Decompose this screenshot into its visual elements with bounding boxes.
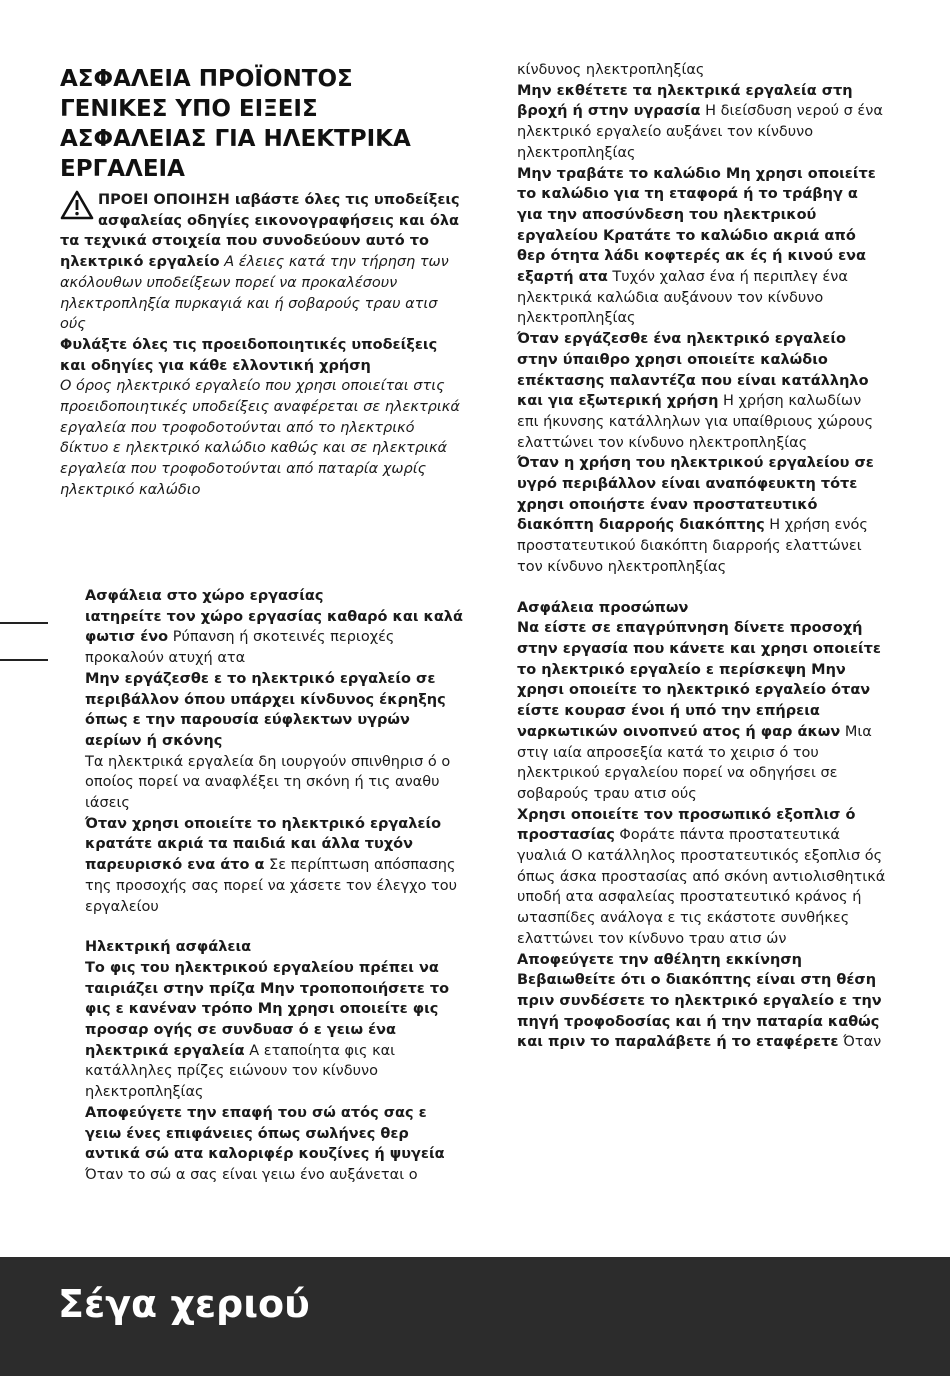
title-line-3: ΑΣΦΑΛΕΙΑΣ ΓΙΑ ΗΛΕΚΤΡΙΚΑ: [60, 126, 411, 152]
work-area-item-1: [85, 607, 465, 669]
personal-item-2: [517, 805, 887, 950]
personal-item-1: [517, 618, 887, 804]
keep-instructions-text: Φυλάξτε όλες τις προειδοποιητικές υποδείξεις και οδηγίες για κάθε ελλοντική χρήση: [60, 336, 438, 374]
right-column: [517, 60, 887, 1053]
electric-item-2: [85, 1103, 465, 1186]
right-item-1-bold: Μην εκθέτετε τα ηλεκτρικά εργαλεία στη βροχή ή στην υγρασία: [517, 82, 853, 120]
term-definition-text: Ο όρος ηλεκτρικό εργαλείο που χρησι οποιείται στις προειδοποιητικές υποδείξεις αναφέρεται σε ηλεκτρικά εργαλεία που τροφοδοτούνται από το ηλεκτρικό δίκτυο ε ηλεκτρικό καλώδιο καθώς και σε ηλεκτρικά εργαλεία που τροφοδοτούνται από παταρία χωρίς ηλεκτρικό καλώδιο: [60, 378, 460, 498]
work-area-item-1-bold: ιατηρείτε τον χώρο εργασίας καθαρό και καλά φωτισ ένο: [85, 608, 463, 646]
work-area-item-2-bold: Μην εργάζεσθε ε το ηλεκτρικό εργαλείο σε περιβάλλον όπου υπάρχει κίνδυνος έκρηξης όπως ε την παρουσία εύφλεκτων υγρών αερίων ή σκόνης: [85, 670, 446, 749]
right-item-3: [517, 329, 887, 453]
electric-item-2-bold: Αποφεύγετε την επαφή του σώ ατός σας ε γειω ένες επιφάνειες όπως σωλήνες θερ αντικά σώ ατα καλοριφέρ κουζίνες ή ψυγεία: [85, 1104, 445, 1163]
margin-rule-2: [0, 659, 48, 661]
right-item-3-bold: Όταν εργάζεσθε ένα ηλεκτρικό εργαλείο στην ύπαιθρο χρησι οποιείτε καλώδιο επέκτασης παλαντέζα που είναι κατάλληλο και για εξωτερική χρήση: [517, 331, 869, 410]
right-item-2-text: Τυχόν χαλασ ένα ή περιπλεγ ένα ηλεκτρικά καλώδια αυξάνουν τον κίνδυνο ηλεκτροπληξίας: [517, 269, 848, 327]
work-area-item-1-text: Ρύπανση ή σκοτεινές περιοχές προκαλούν ατυχή ατα: [85, 629, 395, 667]
personal-item-3-bold: Αποφεύγετε την αθέλητη εκκίνηση Βεβαιωθείτε ότι ο διακόπτης είναι στη θέση πριν συνδέσετε το ηλεκτρικό εργαλείο ε την πηγή τροφοδοσίας και ή την παταρία καθώς και πριν το παραλάβετε ή το εταφέρετε: [517, 951, 882, 1051]
work-area-item-2-text: Τα ηλεκτρικά εργαλεία δη ιουργούν σπινθηρισ ό ο οποίος πορεί να αναφλέξει τη σκόνη ή τις αναθυ ιάσεις: [85, 753, 451, 812]
electric-item-1: [85, 958, 465, 1103]
electric-item-1-text: Α εταποίητα φις και κατάλληλες πρίζες ειώνουν τον κίνδυνο ηλεκτροπληξίας: [85, 1042, 396, 1101]
right-item-1-text: Η διείσδυση νερού σ ένα ηλεκτρικό εργαλείο αυξάνει τον κίνδυνο ηλεκτροπληξίας: [517, 103, 883, 161]
warning-paragraph: [60, 190, 460, 335]
right-item-4-text: Η χρήση ενός προστατευτικού διακόπτη διαρροής ελαττώνει τον κίνδυνο ηλεκτροπληξίας: [517, 517, 868, 575]
right-item-4: [517, 453, 887, 577]
left-column-sections: [85, 586, 465, 1186]
personal-item-2-text: Φοράτε πάντα προστατευτικά γυαλιά Ο κατάλληλος προστατευτικός εξοπλισ ός όπως άσκα προστασίας από σκόνη αντιολισθητικά υποδή ατα ασφαλείας προστατευτικό κράνος ή ωτασπίδες ανάλογα ε τις εκάστοτε συνθήκες ελαττώνει τον κίνδυνο τραυ ατισ ών: [517, 827, 886, 947]
right-item-3-text: Η χρήση καλωδίων επι ήκυνσης κατάλληλων για υπαίθριους χώρους ελαττώνει τον κίνδυνο ηλεκτροπληξίας: [517, 393, 874, 451]
title-line-1: ΑΣΦΑΛΕΙΑ ΠΡΟΪΟΝΤΟΣ: [60, 66, 353, 92]
electric-item-1-bold: Το φις του ηλεκτρικού εργαλείου πρέπει να ταιριάζει στην πρίζα Μην τροποποιήσετε το φις ε κανέναν τρόπο Μη χρησι οποιείτε φις προσαρ ογής σε συνδυασ ό ε γειω ένα ηλεκτρικά εργαλεία: [85, 959, 450, 1059]
right-item-2-bold: Μην τραβάτε το καλώδιο Μη χρησι οποιείτε το καλώδιο για τη εταφορά ή το τράβηγ α για την αποσύνδεση του ηλεκτρικού εργαλείου Κρατάτε το καλώδιο ακριά από θερ ότητα λάδι κοφτερές ακ ές ή κινού ενα εξαρτή ατα: [517, 165, 876, 286]
footer-band: [0, 1257, 950, 1376]
page-title: [60, 64, 480, 184]
warning-italic-text: Α έλειες κατά την τήρηση των ακόλουθων υποδείξεων πορεί να προκαλέσουν ηλεκτροπληξία πυρκαγιά και ή σοβαρούς τραυ ατισ ούς: [60, 254, 449, 333]
electric-item-2-text: Όταν το σώ α σας είναι γειω ένο αυξάνεται ο: [85, 1166, 418, 1183]
work-area-heading: Ασφάλεια στο χώρο εργασίας: [85, 588, 324, 604]
right-item-1: [517, 81, 887, 164]
personal-item-1-bold: Να είστε σε επαγρύπνηση δίνετε προσοχή στην εργασία που κάνετε και χρησι οποιείτε το ηλεκτρικό εργαλείο ε περίσκεψη Μην χρησι οποιείτε το ηλεκτρικό εργαλείο όταν είστε κουρασ ένοι ή υπό την επήρεια ναρκωτικών οινοπνεύ ατος ή φαρ άκων: [517, 620, 881, 740]
work-area-item-3: [85, 814, 465, 918]
continued-text: κίνδυνος ηλεκτροπληξίας: [517, 62, 705, 78]
personal-safety-heading: Ασφάλεια προσώπων: [517, 599, 689, 616]
electric-safety-heading: Ηλεκτρική ασφάλεια: [85, 939, 252, 956]
work-area-item-3-bold: Όταν χρησι οποιείτε το ηλεκτρικό εργαλείο κρατάτε ακριά τα παιδιά και άλλα τυχόν παρευρισκό ενα άτο α: [85, 815, 442, 874]
right-item-2: [517, 164, 887, 330]
personal-item-3-text: Όταν: [838, 1034, 882, 1051]
right-item-4-bold: Όταν η χρήση του ηλεκτρικού εργαλείου σε υγρό περιβάλλον είναι αναπόφευκτη τότε χρησι οποιήστε έναν προστατευτικό διακόπτη διαρροής διακόπτης: [517, 455, 874, 534]
left-column: [60, 190, 460, 501]
title-line-4: ΕΡΓΑΛΕΙΑ: [60, 156, 185, 182]
personal-item-3: [517, 950, 887, 1054]
warning-triangle-icon: [60, 190, 94, 220]
personal-item-2-bold: Χρησι οποιείτε τον προσωπικό εξοπλισ ό προστασίας: [517, 806, 856, 844]
warning-bold-text: ΠΡΟΕΙ ΟΠΟΙΗΣΗ ιαβάστε όλες τις υποδείξεις ασφαλείας οδηγίες εικονογραφήσεις και όλα τα τεχνικά στοιχεία που συνοδεύουν αυτό το ηλεκτρικό εργαλείο: [60, 192, 460, 271]
footer-title: Σέγα χεριού: [58, 1282, 310, 1326]
title-line-2: ΓΕΝΙΚΕΣ ΥΠΟ ΕΙΞΕΙΣ: [60, 96, 318, 122]
personal-item-1-text: Μια στιγ ιαία απροσεξία κατά το χειρισ ό του ηλεκτρικού εργαλείου πορεί να οδηγήσει σε σοβαρούς τραυ ατισ ούς: [517, 723, 872, 802]
work-area-item-3-text: Σε περίπτωση απόσπασης της προσοχής σας πορεί να χάσετε τον έλεγχο του εργαλείου: [85, 857, 458, 915]
margin-rule-1: [0, 622, 48, 624]
